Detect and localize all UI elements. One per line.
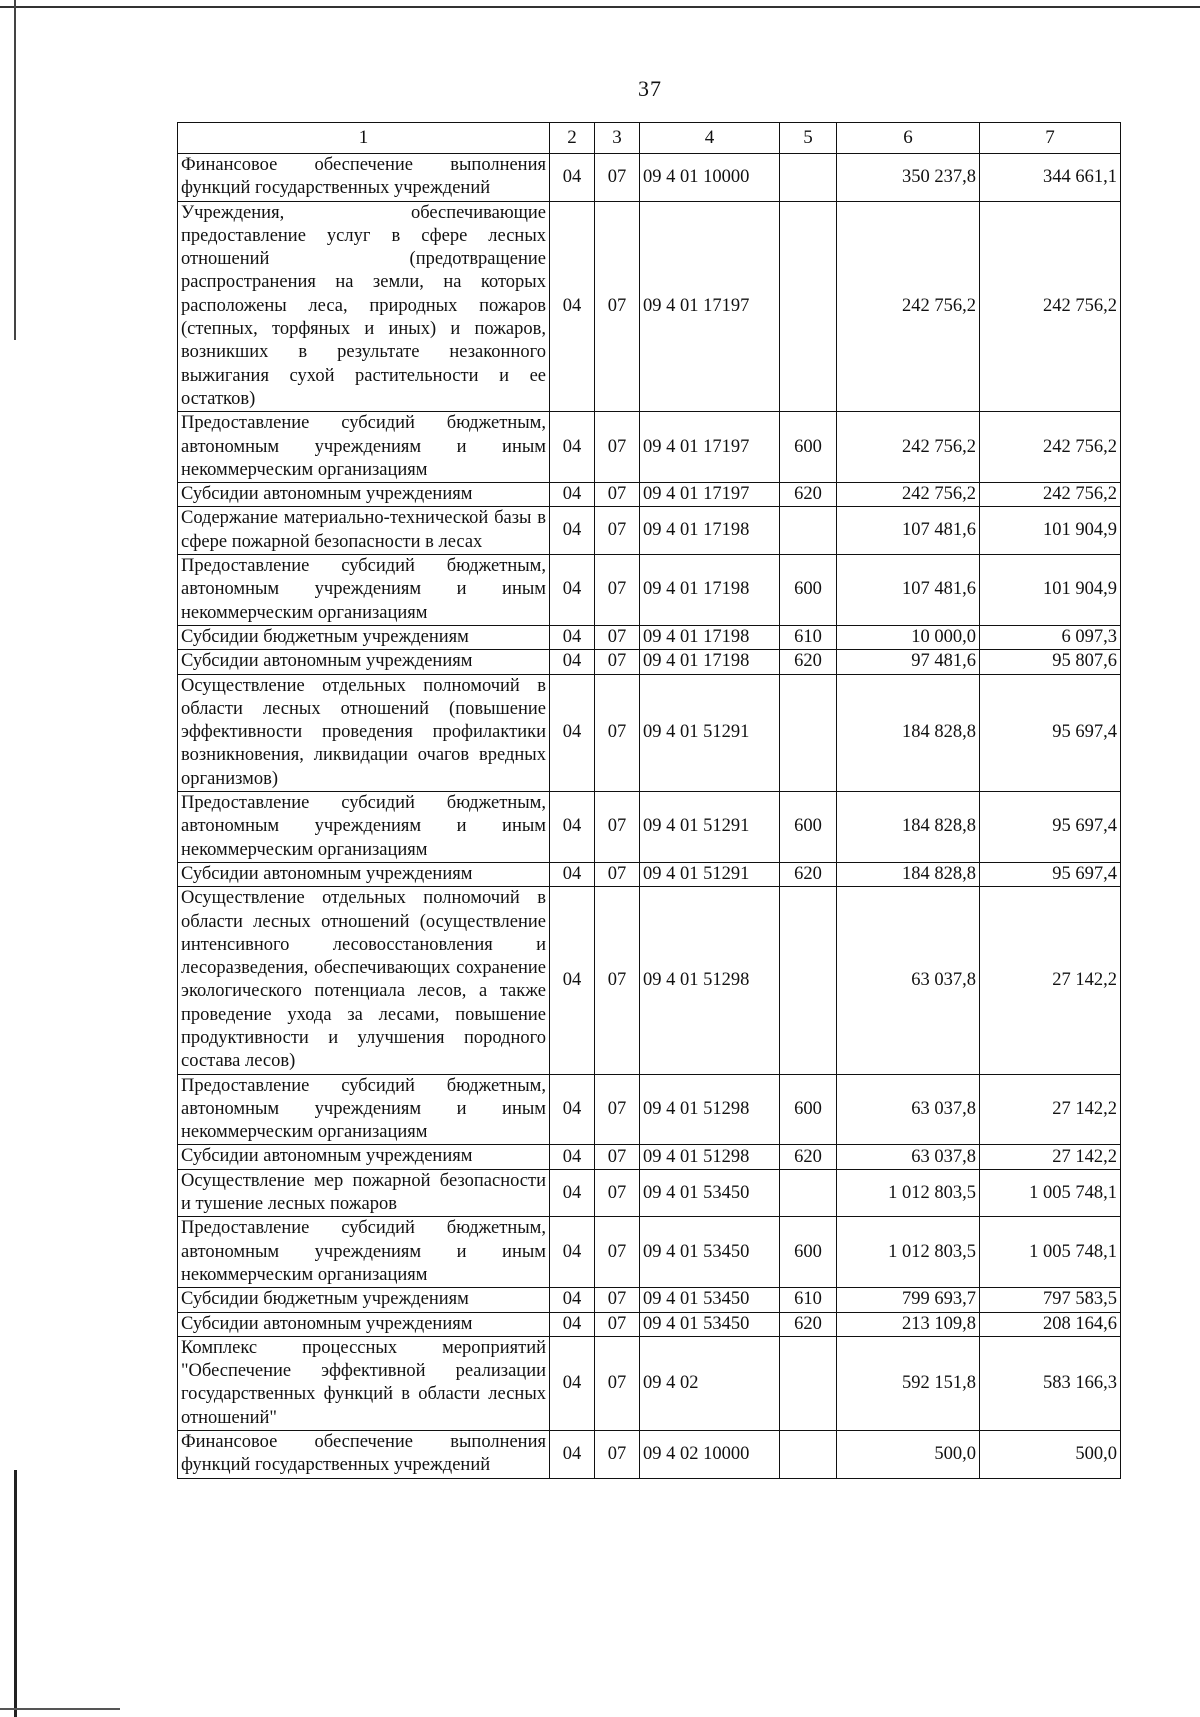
row-section-code: 04 xyxy=(550,483,595,507)
table-row xyxy=(178,674,1121,791)
row-name: Предоставление субсидий бюджетным, автономным учреждениям и иным некоммерческим организациям xyxy=(178,1074,550,1145)
row-subsection-code: 07 xyxy=(595,1336,640,1430)
row-amount-col6: 592 151,8 xyxy=(837,1336,980,1430)
row-target-code: 09 4 01 51298 xyxy=(640,887,780,1074)
row-section-code: 04 xyxy=(550,674,595,791)
row-name: Предоставление субсидий бюджетным, автономным учреждениям и иным некоммерческим организациям xyxy=(178,555,550,626)
row-name: Субсидии автономным учреждениям xyxy=(178,862,550,886)
row-expense-type xyxy=(780,674,837,791)
row-target-code: 09 4 01 17198 xyxy=(640,625,780,649)
row-subsection-code: 07 xyxy=(595,650,640,674)
row-subsection-code: 07 xyxy=(595,674,640,791)
row-expense-type: 600 xyxy=(780,1074,837,1145)
row-subsection-code: 07 xyxy=(595,507,640,555)
row-name: Комплекс процессных мероприятий "Обеспечение эффективной реализации государственных функций в области лесных отношений" xyxy=(178,1336,550,1430)
row-name: Субсидии бюджетным учреждениям xyxy=(178,625,550,649)
page-number: 37 xyxy=(638,76,662,101)
row-amount-col7: 95 697,4 xyxy=(980,792,1121,863)
table-row xyxy=(178,555,1121,626)
row-name: Предоставление субсидий бюджетным, автономным учреждениям и иным некоммерческим организациям xyxy=(178,412,550,483)
row-subsection-code: 07 xyxy=(595,862,640,886)
row-target-code: 09 4 01 53450 xyxy=(640,1312,780,1336)
row-amount-col7: 500,0 xyxy=(980,1431,1121,1479)
row-amount-col6: 184 828,8 xyxy=(837,792,980,863)
table-row xyxy=(178,625,1121,649)
row-expense-type: 610 xyxy=(780,1288,837,1312)
row-amount-col7: 6 097,3 xyxy=(980,625,1121,649)
scan-edge-bottom xyxy=(0,1708,120,1710)
row-amount-col6: 242 756,2 xyxy=(837,412,980,483)
row-amount-col7: 242 756,2 xyxy=(980,201,1121,412)
row-section-code: 04 xyxy=(550,1074,595,1145)
column-header: 6 xyxy=(837,123,980,154)
row-expense-type: 600 xyxy=(780,1217,837,1288)
row-section-code: 04 xyxy=(550,1217,595,1288)
row-amount-col7: 27 142,2 xyxy=(980,1074,1121,1145)
row-name: Предоставление субсидий бюджетным, автономным учреждениям и иным некоммерческим организациям xyxy=(178,1217,550,1288)
row-expense-type: 600 xyxy=(780,412,837,483)
table-row xyxy=(178,792,1121,863)
row-target-code: 09 4 01 17197 xyxy=(640,201,780,412)
row-subsection-code: 07 xyxy=(595,483,640,507)
row-expense-type xyxy=(780,1431,837,1479)
row-name: Субсидии автономным учреждениям xyxy=(178,650,550,674)
table-row xyxy=(178,507,1121,555)
row-amount-col7: 242 756,2 xyxy=(980,412,1121,483)
column-header: 7 xyxy=(980,123,1121,154)
row-section-code: 04 xyxy=(550,1431,595,1479)
row-subsection-code: 07 xyxy=(595,154,640,202)
row-target-code: 09 4 01 51291 xyxy=(640,674,780,791)
row-name: Осуществление отдельных полномочий в области лесных отношений (повышение эффективности проведения профилактики возникновения, ликвидации очагов вредных организмов) xyxy=(178,674,550,791)
row-amount-col7: 101 904,9 xyxy=(980,507,1121,555)
row-expense-type xyxy=(780,1169,837,1217)
scan-edge-left-lower xyxy=(14,1470,17,1717)
row-name: Осуществление отдельных полномочий в области лесных отношений (осуществление интенсивного лесовосстановления и лесоразведения, обеспечивающих сохранение экологического потенциала лесов, а также проведение ухода за лесами, повышение продуктивности и улучшения породного состава лесов) xyxy=(178,887,550,1074)
row-amount-col6: 500,0 xyxy=(837,1431,980,1479)
row-amount-col7: 95 697,4 xyxy=(980,862,1121,886)
row-name: Субсидии автономным учреждениям xyxy=(178,1312,550,1336)
table-row xyxy=(178,650,1121,674)
row-amount-col6: 242 756,2 xyxy=(837,483,980,507)
row-expense-type: 600 xyxy=(780,792,837,863)
table-row xyxy=(178,201,1121,412)
row-subsection-code: 07 xyxy=(595,1145,640,1169)
column-header: 2 xyxy=(550,123,595,154)
row-amount-col6: 97 481,6 xyxy=(837,650,980,674)
row-amount-col6: 63 037,8 xyxy=(837,887,980,1074)
row-target-code: 09 4 01 10000 xyxy=(640,154,780,202)
row-section-code: 04 xyxy=(550,625,595,649)
row-subsection-code: 07 xyxy=(595,201,640,412)
row-amount-col6: 184 828,8 xyxy=(837,674,980,791)
row-amount-col7: 242 756,2 xyxy=(980,483,1121,507)
row-amount-col6: 63 037,8 xyxy=(837,1145,980,1169)
row-target-code: 09 4 01 17198 xyxy=(640,650,780,674)
row-section-code: 04 xyxy=(550,201,595,412)
table-row xyxy=(178,862,1121,886)
row-amount-col6: 1 012 803,5 xyxy=(837,1169,980,1217)
row-amount-col7: 1 005 748,1 xyxy=(980,1217,1121,1288)
row-amount-col6: 63 037,8 xyxy=(837,1074,980,1145)
row-name: Предоставление субсидий бюджетным, автономным учреждениям и иным некоммерческим организациям xyxy=(178,792,550,863)
row-section-code: 04 xyxy=(550,555,595,626)
row-target-code: 09 4 01 51298 xyxy=(640,1145,780,1169)
row-subsection-code: 07 xyxy=(595,625,640,649)
row-expense-type xyxy=(780,201,837,412)
row-subsection-code: 07 xyxy=(595,1288,640,1312)
row-amount-col7: 797 583,5 xyxy=(980,1288,1121,1312)
row-section-code: 04 xyxy=(550,1312,595,1336)
row-target-code: 09 4 01 51298 xyxy=(640,1074,780,1145)
row-subsection-code: 07 xyxy=(595,1431,640,1479)
row-name: Субсидии автономным учреждениям xyxy=(178,483,550,507)
row-section-code: 04 xyxy=(550,792,595,863)
table-row xyxy=(178,1431,1121,1479)
row-section-code: 04 xyxy=(550,862,595,886)
table-row xyxy=(178,1169,1121,1217)
row-amount-col7: 344 661,1 xyxy=(980,154,1121,202)
table-row xyxy=(178,1217,1121,1288)
row-target-code: 09 4 01 51291 xyxy=(640,862,780,886)
row-expense-type xyxy=(780,507,837,555)
row-amount-col7: 101 904,9 xyxy=(980,555,1121,626)
row-target-code: 09 4 02 10000 xyxy=(640,1431,780,1479)
table-row xyxy=(178,1288,1121,1312)
row-amount-col7: 27 142,2 xyxy=(980,1145,1121,1169)
row-target-code: 09 4 01 17197 xyxy=(640,412,780,483)
row-subsection-code: 07 xyxy=(595,792,640,863)
row-name: Субсидии бюджетным учреждениям xyxy=(178,1288,550,1312)
row-target-code: 09 4 01 53450 xyxy=(640,1217,780,1288)
table-row xyxy=(178,154,1121,202)
row-expense-type: 620 xyxy=(780,862,837,886)
column-header: 4 xyxy=(640,123,780,154)
row-expense-type xyxy=(780,154,837,202)
row-subsection-code: 07 xyxy=(595,1074,640,1145)
row-section-code: 04 xyxy=(550,887,595,1074)
table-row xyxy=(178,887,1121,1074)
row-section-code: 04 xyxy=(550,1169,595,1217)
row-amount-col7: 1 005 748,1 xyxy=(980,1169,1121,1217)
table-row xyxy=(178,1336,1121,1430)
table-row xyxy=(178,1145,1121,1169)
row-amount-col6: 213 109,8 xyxy=(837,1312,980,1336)
row-section-code: 04 xyxy=(550,1336,595,1430)
row-section-code: 04 xyxy=(550,650,595,674)
row-section-code: 04 xyxy=(550,1145,595,1169)
row-subsection-code: 07 xyxy=(595,887,640,1074)
row-target-code: 09 4 01 53450 xyxy=(640,1169,780,1217)
row-expense-type: 620 xyxy=(780,1312,837,1336)
row-target-code: 09 4 01 51291 xyxy=(640,792,780,863)
budget-table xyxy=(177,122,1121,1479)
table-row xyxy=(178,483,1121,507)
column-header: 3 xyxy=(595,123,640,154)
row-amount-col6: 242 756,2 xyxy=(837,201,980,412)
row-amount-col6: 1 012 803,5 xyxy=(837,1217,980,1288)
row-target-code: 09 4 02 xyxy=(640,1336,780,1430)
scan-edge-top xyxy=(0,6,1200,8)
row-expense-type xyxy=(780,887,837,1074)
scan-edge-left xyxy=(14,0,16,340)
row-name: Финансовое обеспечение выполнения функций государственных учреждений xyxy=(178,154,550,202)
row-expense-type: 600 xyxy=(780,555,837,626)
table-row xyxy=(178,1312,1121,1336)
row-section-code: 04 xyxy=(550,507,595,555)
row-target-code: 09 4 01 17198 xyxy=(640,555,780,626)
row-expense-type: 620 xyxy=(780,1145,837,1169)
row-amount-col6: 107 481,6 xyxy=(837,555,980,626)
row-subsection-code: 07 xyxy=(595,1217,640,1288)
table-row xyxy=(178,412,1121,483)
row-amount-col7: 208 164,6 xyxy=(980,1312,1121,1336)
row-subsection-code: 07 xyxy=(595,1312,640,1336)
row-expense-type: 620 xyxy=(780,483,837,507)
row-expense-type: 620 xyxy=(780,650,837,674)
column-header: 1 xyxy=(178,123,550,154)
row-name: Содержание материально-технической базы в сфере пожарной безопасности в лесах xyxy=(178,507,550,555)
row-target-code: 09 4 01 17197 xyxy=(640,483,780,507)
row-amount-col6: 10 000,0 xyxy=(837,625,980,649)
column-header: 5 xyxy=(780,123,837,154)
table-body xyxy=(178,154,1121,1479)
row-amount-col7: 583 166,3 xyxy=(980,1336,1121,1430)
row-name: Осуществление мер пожарной безопасности и тушение лесных пожаров xyxy=(178,1169,550,1217)
row-name: Субсидии автономным учреждениям xyxy=(178,1145,550,1169)
row-amount-col7: 27 142,2 xyxy=(980,887,1121,1074)
row-expense-type xyxy=(780,1336,837,1430)
row-expense-type: 610 xyxy=(780,625,837,649)
row-amount-col6: 184 828,8 xyxy=(837,862,980,886)
row-target-code: 09 4 01 53450 xyxy=(640,1288,780,1312)
row-amount-col7: 95 807,6 xyxy=(980,650,1121,674)
row-amount-col6: 799 693,7 xyxy=(837,1288,980,1312)
row-amount-col6: 107 481,6 xyxy=(837,507,980,555)
row-name: Финансовое обеспечение выполнения функций государственных учреждений xyxy=(178,1431,550,1479)
row-section-code: 04 xyxy=(550,154,595,202)
row-subsection-code: 07 xyxy=(595,1169,640,1217)
table-header-row xyxy=(178,123,1121,154)
row-section-code: 04 xyxy=(550,1288,595,1312)
row-name: Учреждения, обеспечивающие предоставление услуг в сфере лесных отношений (предотвращение распространения на земли, на которых расположены леса, природных пожаров (степных, торфяных и иных) и пожаров, возникших в результате незаконного выжигания сухой растительности и ее остатков) xyxy=(178,201,550,412)
row-subsection-code: 07 xyxy=(595,412,640,483)
row-target-code: 09 4 01 17198 xyxy=(640,507,780,555)
row-section-code: 04 xyxy=(550,412,595,483)
row-subsection-code: 07 xyxy=(595,555,640,626)
row-amount-col7: 95 697,4 xyxy=(980,674,1121,791)
table-row xyxy=(178,1074,1121,1145)
row-amount-col6: 350 237,8 xyxy=(837,154,980,202)
